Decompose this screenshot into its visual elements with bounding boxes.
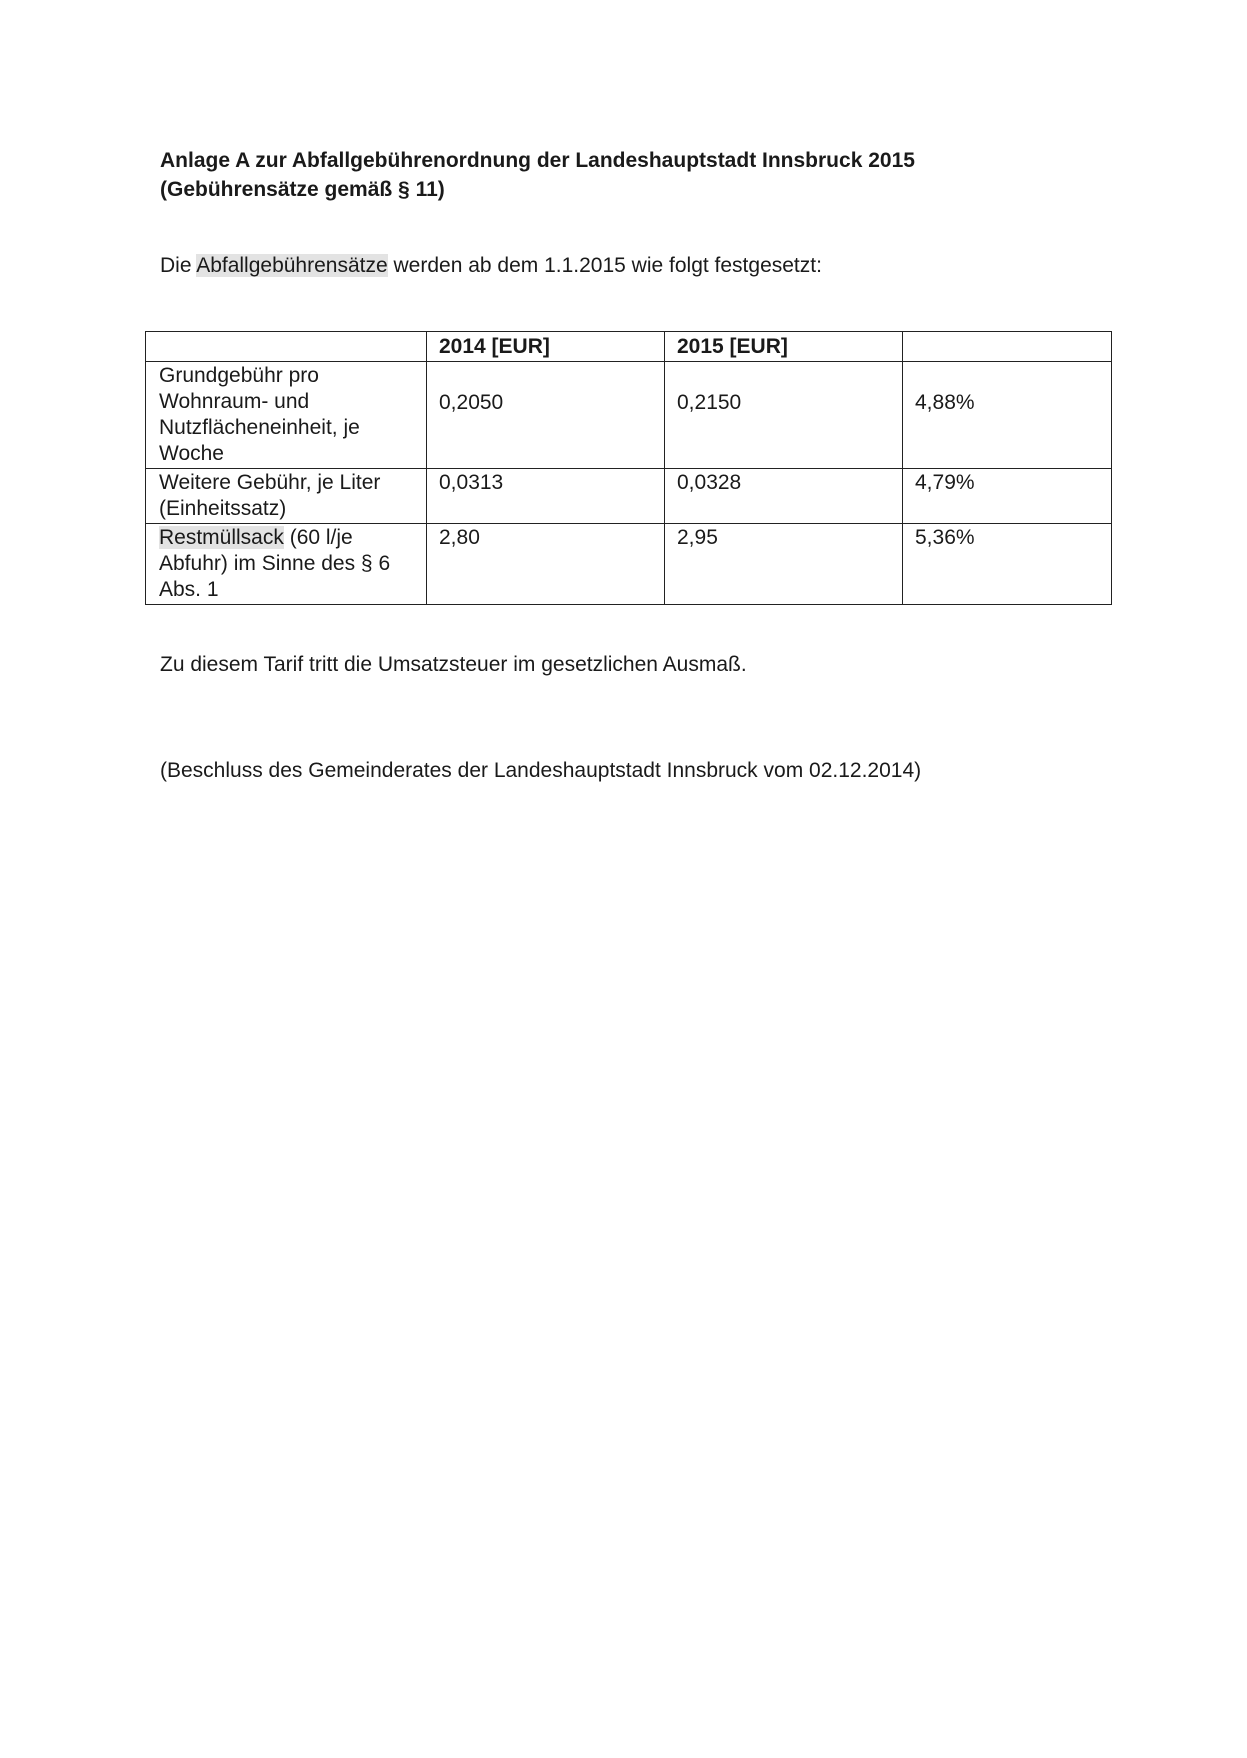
row-label-text: Weitere Gebühr, je Liter (Einheitssatz) [159,471,381,520]
intro-highlighted-term: Abfallgebührensätze [196,254,388,277]
row-value-2015: 2,95 [665,524,903,605]
header-cell-change [903,332,1112,362]
header-cell-2015: 2015 [EUR] [665,332,903,362]
table-row [146,524,1112,605]
title-line-1: Anlage A zur Abfallgebührenordnung der Landeshauptstadt Innsbruck 2015 [160,149,915,172]
row-value-2014: 0,2050 [427,362,665,469]
row-label-highlight: Restmüllsack [159,526,284,549]
intro-paragraph [160,252,822,280]
document-title [160,146,1060,204]
table-row [146,362,1112,469]
table-header-row [146,332,1112,362]
header-cell-label [146,332,427,362]
table-row [146,469,1112,524]
intro-prefix: Die [160,254,197,277]
council-decision-note: (Beschluss des Gemeinderates der Landeshauptstadt Innsbruck vom 02.12.2014) [160,759,922,782]
header-cell-2014: 2014 [EUR] [427,332,665,362]
tax-note: Zu diesem Tarif tritt die Umsatzsteuer im gesetzlichen Ausmaß. [160,653,747,676]
row-value-2015: 0,2150 [665,362,903,469]
intro-suffix: werden ab dem 1.1.2015 wie folgt festgesetzt: [387,254,822,277]
row-label-text: (60 l/je Abfuhr) im Sinne des § 6 Abs. 1 [159,526,391,601]
row-label [146,524,427,605]
row-value-2014: 0,0313 [427,469,665,524]
row-value-2015: 0,0328 [665,469,903,524]
title-line-2: (Gebührensätze gemäß § 11) [160,178,445,201]
row-value-2014: 2,80 [427,524,665,605]
row-change-percent: 5,36% [903,524,1112,605]
row-change-percent: 4,88% [903,362,1112,469]
row-label-text: Grundgebühr pro Wohnraum- und Nutzflächeneinheit, je Woche [159,364,360,465]
fee-rates-table [145,331,1112,605]
row-label [146,469,427,524]
row-change-percent: 4,79% [903,469,1112,524]
row-label [146,362,427,469]
